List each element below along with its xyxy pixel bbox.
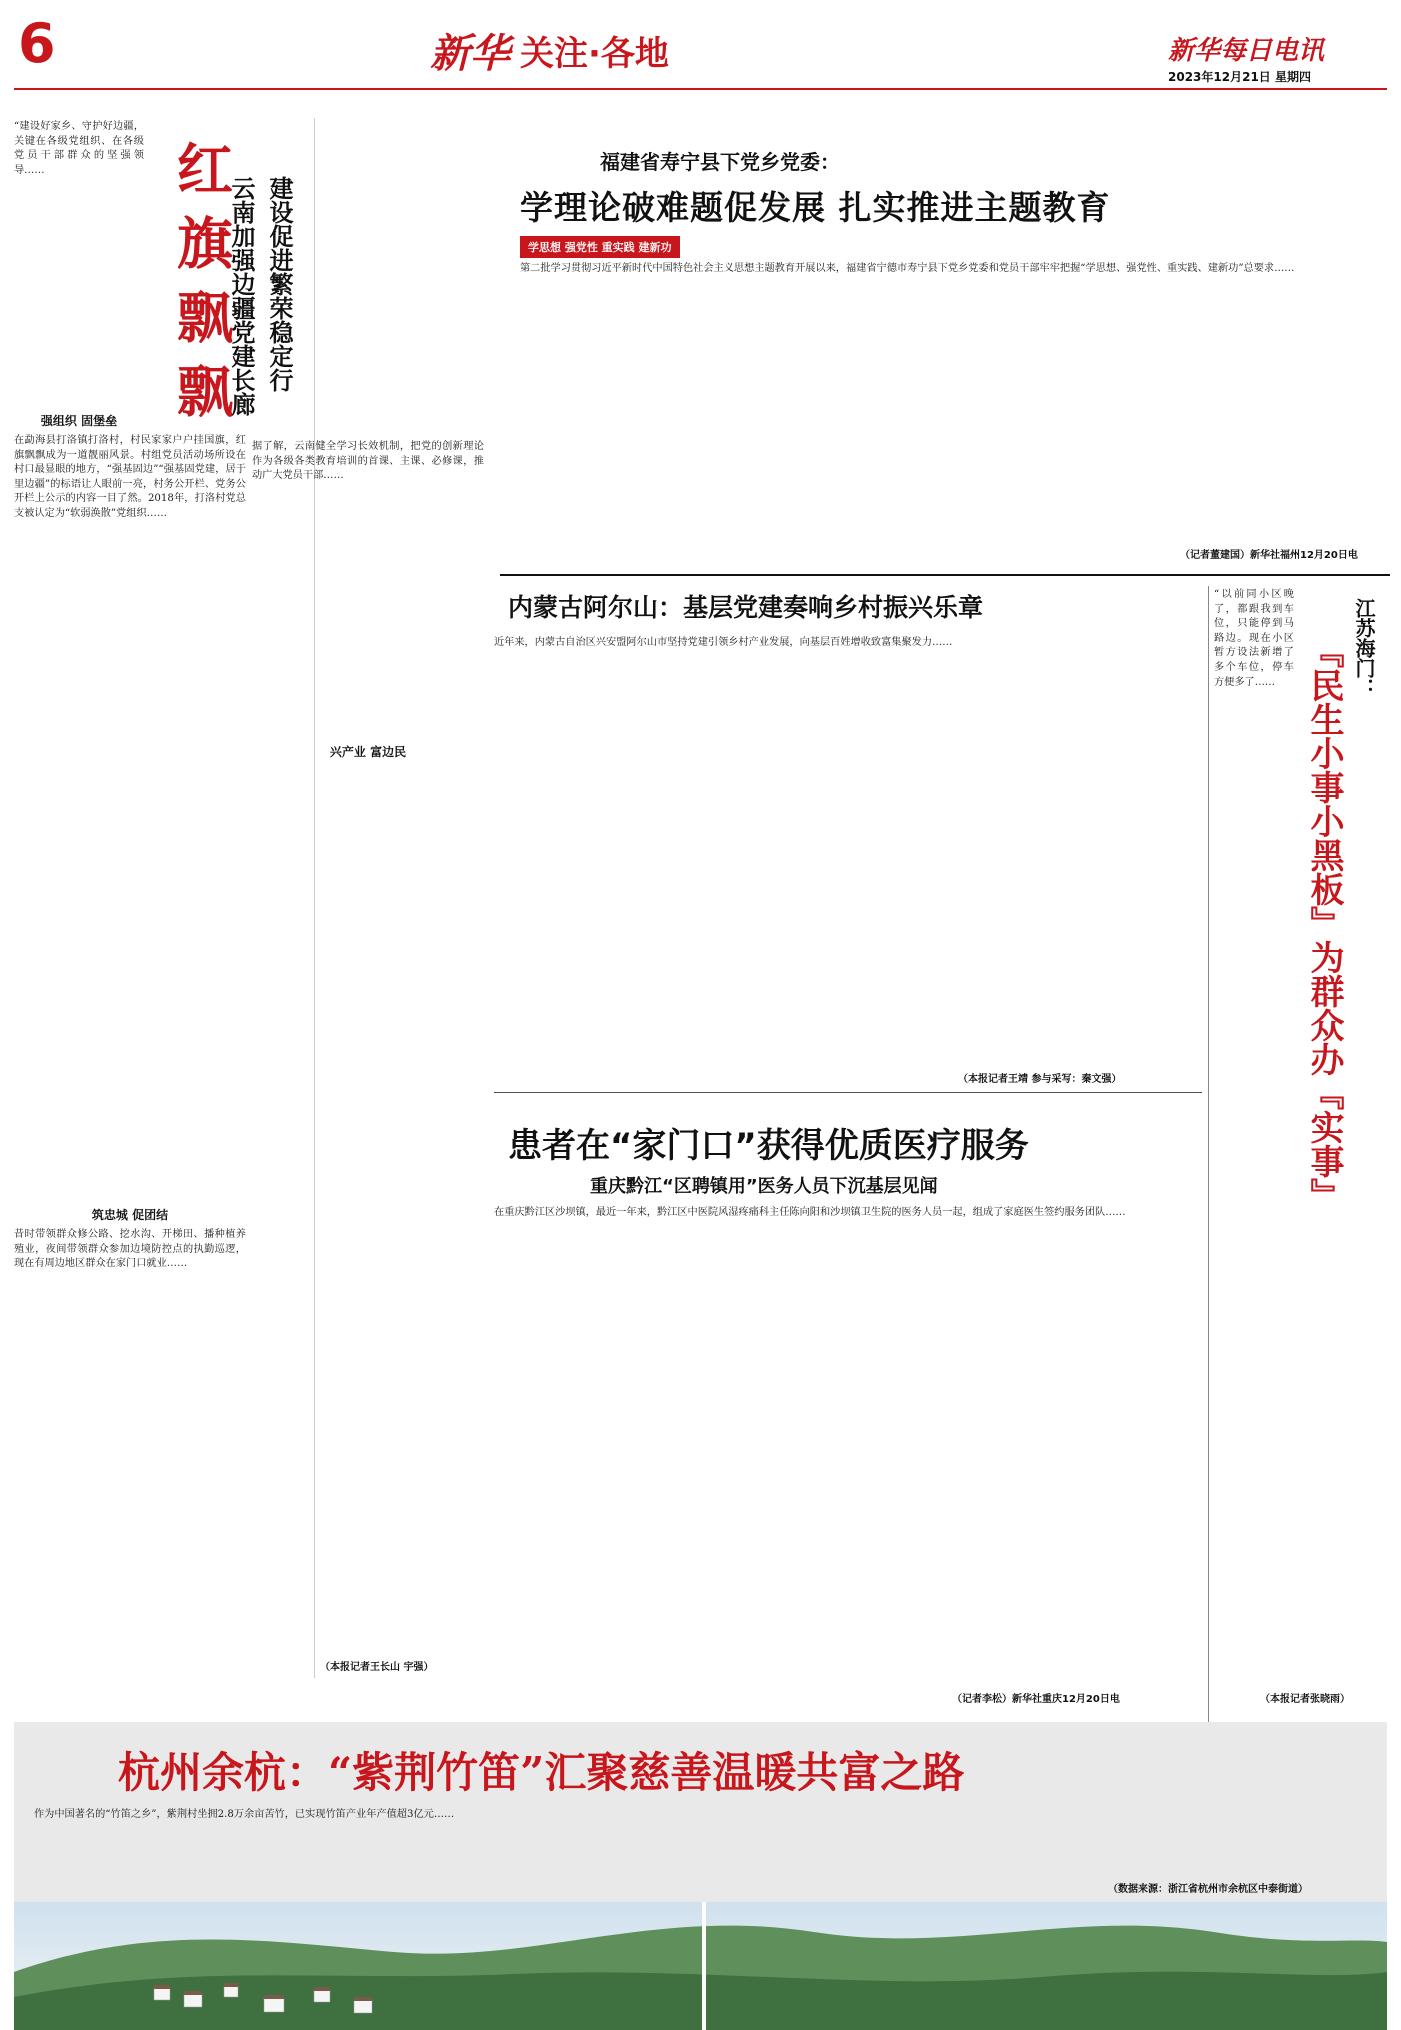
art2-title: 学理论破难题促发展 扎实推进主题教育 [520,188,1111,227]
art5-credit: （记者李松）新华社重庆12月20日电 [952,1694,1120,1705]
col1-subhead-1: 强组织 固堡垒 [40,414,118,428]
section-header [430,26,669,77]
art2-kicker: 福建省寿宁县下党乡党委： [600,150,840,174]
art6-title: 杭州余杭：“紫荆竹笛”汇聚慈善温暖共富之路 [118,1748,965,1797]
art5-top-rule [494,1092,1202,1093]
col1-intro: “建设好家乡、守护好边疆，关键在各级党组织、在各级党员干部群众的坚强领导…… [14,121,144,176]
art4-body: “以前同小区晚了，都跟我到车位，只能停到马路边。现在小区暂方设法新增了多个车位，停车方便多了…… [1214,589,1294,688]
art1-subtitle: 建设促进繁荣稳定行 云南加强边疆党建长廊 [227,176,293,416]
art5-title: 患者在“家门口”获得优质医疗服务 [508,1126,1029,1166]
art2-credit: （记者董建国）新华社福州12月20日电 [1180,550,1358,561]
header-rule [14,88,1387,90]
art4-credit: （本报记者张晓雨） [1260,1694,1350,1705]
art6-body: 作为中国著名的“竹笛之乡”，紫荆村坐拥2.8万余亩苦竹，已实现竹笛产业年产值超3亿元…… [34,1809,455,1820]
art6-credit: （数据来源：浙江省杭州市余杭区中泰街道） [1108,1884,1308,1895]
art3-credit: （本报记者王靖 参与采写：秦文强） [958,1074,1122,1085]
section-title: 关注·各地 [520,33,669,74]
col1-subhead-2: 筑忠城 促团结 [91,1208,169,1222]
section-logo: 新华 [430,29,510,77]
paper-logo: 新华每日电讯 [1168,36,1325,66]
art3-title: 内蒙古阿尔山：基层党建奏响乡村振兴乐章 [508,593,984,622]
art4-divider [1208,586,1209,1726]
col1-body-1: 在勐海县打洛镇打洛村，村民家家户户挂国旗，红旗飘飘成为一道靓丽风景。村组党员活动场所设在村口最显眼的地方，“强基固边”“强基固党建，居于里边疆”的标语让人眼前一亮，村务公开栏、党务公开栏上公示的内容一目了然。2018年，打洛村党总支被认定为“软弱涣散”党组织…… [14,435,246,519]
art2-bottom-rule [500,574,1390,576]
art3-body: 近年来，内蒙古自治区兴安盟阿尔山市坚持党建引领乡村产业发展，向基层百姓增收致富集聚发力…… [494,637,953,648]
art2-tag: 学思想 强党性 重实践 建新功 [520,236,680,258]
issue-date: 2023年12月21日 星期四 [1168,70,1311,84]
village-photo [14,1902,1387,2030]
col1-body-2: 昔时带领群众修公路、挖水沟、开梯田、播种植养殖业，夜间带领群众参加边境防控点的执勤巡逻，现在有周边地区群众在家门口就业…… [14,1229,246,1270]
art1-title: 红旗飘飘 [168,140,233,436]
art1-subhead: 兴产业 富边民 [329,745,407,759]
art4-title: 『民生小事小黑板』为群众办『实事』 [1304,634,1344,1212]
art5-body: 在重庆黔江区沙坝镇，最近一年来，黔江区中医院风湿疼痛科主任陈向阳和沙坝镇卫生院的医务人员一起，组成了家庭医生签约服务团队…… [494,1207,1126,1218]
art4-kicker: 江苏海门： [1352,598,1376,698]
page-number: 6 [18,12,56,75]
art1-body: 据了解，云南健全学习长效机制，把党的创新理论作为各级各类教育培训的首课、主课、必修课，推动广大党员干部…… [252,441,484,482]
art2-body: 第二批学习贯彻习近平新时代中国特色社会主义思想主题教育开展以来，福建省宁德市寿宁县下党乡党委和党员干部牢牢把握“学思想、强党性、重实践、建新功”总要求…… [520,263,1295,274]
art1-credit: （本报记者王长山 宇强） [320,1662,434,1673]
art5-subtitle: 重庆黔江“区聘镇用”医务人员下沉基层见闻 [590,1176,938,1197]
